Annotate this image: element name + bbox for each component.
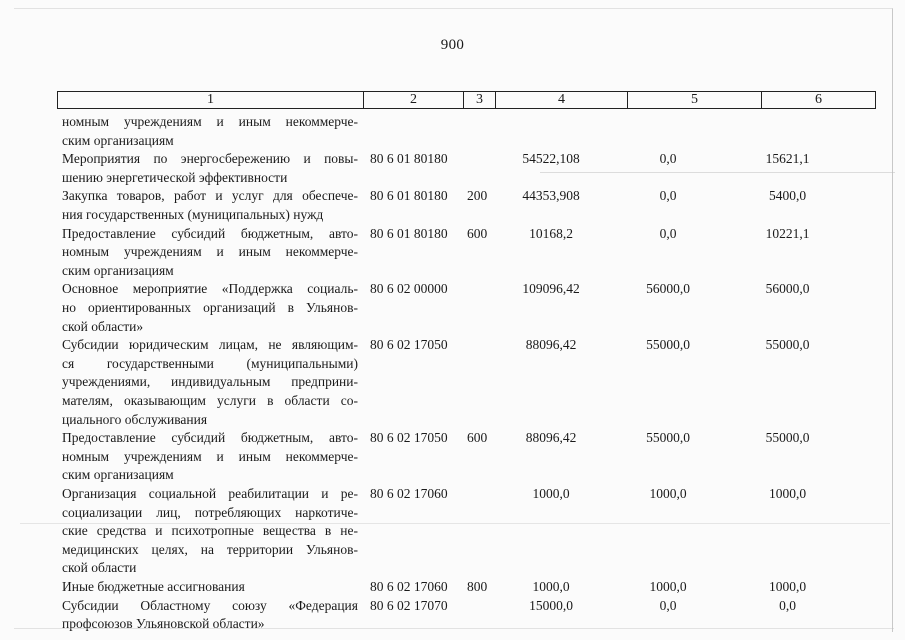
description-line: циального обслуживания	[62, 411, 208, 427]
row-code: 80 6 02 17050	[370, 337, 448, 353]
row-value-col5: 56000,0	[646, 281, 690, 297]
row-code: 80 6 02 00000	[370, 281, 448, 297]
row-value-col5: 0,0	[659, 151, 677, 167]
row-value-col6: 1000,0	[768, 486, 807, 501]
scan-artifact	[14, 628, 894, 629]
row-value-col6: 55000,0	[765, 337, 810, 353]
row-value-col4: 88096,42	[525, 337, 577, 353]
description-line: номным учреждениям и иным некоммерче-	[62, 244, 358, 260]
row-value-col5: 55000,0	[646, 337, 690, 353]
row-value-col4: 54522,108	[522, 151, 580, 167]
description-line: ния государственных (муниципальных) нужд	[62, 206, 324, 222]
header-col-6: 6	[761, 91, 876, 109]
row-description	[62, 187, 358, 224]
row-code: 80 6 02 17050	[370, 430, 448, 446]
row-code: 80 6 01 80180	[370, 225, 448, 241]
description-line: ским организациям	[62, 262, 174, 278]
row-description	[62, 429, 358, 485]
description-line: Основное мероприятие «Поддержка социаль-	[62, 281, 358, 297]
row-value-col4: 10168,2	[529, 225, 573, 241]
row-value-col6: 55000,0	[765, 430, 810, 446]
row-value-col6: 56000,0	[765, 281, 810, 297]
description-line: Иные бюджетные ассигнования	[62, 579, 245, 594]
description-line: Мероприятия по энергосбережению и повы-	[62, 151, 358, 167]
row-code: 80 6 01 80180	[370, 188, 448, 204]
description-line: ся государственными (муниципальными)	[62, 355, 358, 371]
description-line: Закупка товаров, работ и услуг для обеспече-	[62, 188, 358, 204]
description-line: Организация социальной реабилитации и ре-	[62, 486, 358, 501]
row-value-col5: 1000,0	[649, 486, 687, 501]
header-col-3: 3	[463, 91, 495, 109]
description-line: номным учреждениям и иным некоммерче-	[62, 448, 358, 464]
description-line: медицинских целях, на территории Ульянов-	[62, 541, 358, 557]
description-line: профсоюзов Ульяновской области»	[62, 616, 265, 632]
row-value-col4: 1000,0	[532, 486, 570, 501]
row-value-col5: 0,0	[659, 188, 677, 204]
row-value-col4: 44353,908	[522, 188, 580, 204]
row-code: 80 6 02 17070	[370, 597, 448, 613]
header-col-2: 2	[363, 91, 463, 109]
description-line: мателям, оказывающим услуги в области со-	[62, 392, 358, 408]
description-line: но ориентированных организаций в Ульянов-	[62, 299, 358, 315]
row-description	[62, 336, 358, 429]
description-line: шению энергетической эффективности	[62, 169, 288, 185]
row-value-col5: 1000,0	[649, 579, 687, 594]
scan-artifact	[540, 172, 895, 173]
row-value-col6: 10221,1	[765, 225, 810, 241]
description-line: ской области»	[62, 318, 144, 334]
row-value-col6: 15621,1	[765, 151, 810, 167]
description-line: ские средства и психотропные вещества в не-	[62, 523, 358, 539]
row-description	[62, 485, 358, 578]
row-value-col6: 0,0	[779, 597, 796, 613]
row-value-col5: 0,0	[659, 597, 677, 613]
row-value-col6: 5400,0	[768, 188, 807, 204]
header-col-1: 1	[57, 91, 363, 109]
row-code: 80 6 02 17060	[370, 579, 448, 594]
header-col-5: 5	[627, 91, 761, 109]
row-value-col4: 1000,0	[532, 579, 570, 594]
description-line: Субсидии юридическим лицам, не являющим-	[62, 337, 358, 353]
row-code: 80 6 02 17060	[370, 486, 448, 501]
row-value-col4: 109096,42	[522, 281, 580, 297]
row-description	[62, 225, 358, 281]
description-line: номным учреждениям и иным некоммерче-	[62, 114, 358, 129]
page-number: 900	[440, 37, 465, 53]
description-line: Предоставление субсидий бюджетным, авто-	[62, 225, 358, 241]
row-expense-type: 600	[467, 430, 488, 446]
row-description	[62, 113, 358, 150]
description-line: Субсидии Областному союзу «Федерация	[62, 597, 358, 613]
header-col-4: 4	[495, 91, 627, 109]
table-header	[57, 91, 876, 109]
description-line: ским организациям	[62, 132, 174, 148]
row-expense-type: 200	[467, 188, 488, 204]
scan-artifact	[20, 523, 890, 524]
row-value-col6: 1000,0	[768, 579, 807, 594]
description-line: Предоставление субсидий бюджетным, авто-	[62, 430, 358, 446]
description-line: ской области	[62, 560, 137, 576]
row-description	[62, 280, 358, 336]
row-expense-type: 800	[467, 579, 488, 594]
description-line: ским организациям	[62, 467, 174, 483]
description-line: учреждениями, индивидуальным предприни-	[62, 374, 358, 390]
row-description	[62, 150, 358, 187]
row-value-col5: 0,0	[659, 225, 677, 241]
row-value-col4: 15000,0	[529, 597, 573, 613]
row-expense-type: 600	[467, 225, 488, 241]
row-value-col5: 55000,0	[646, 430, 690, 446]
description-line: социализации лиц, потребляющих наркотиче-	[62, 504, 358, 520]
row-description	[62, 578, 358, 597]
row-code: 80 6 01 80180	[370, 151, 448, 167]
row-value-col4: 88096,42	[525, 430, 577, 446]
